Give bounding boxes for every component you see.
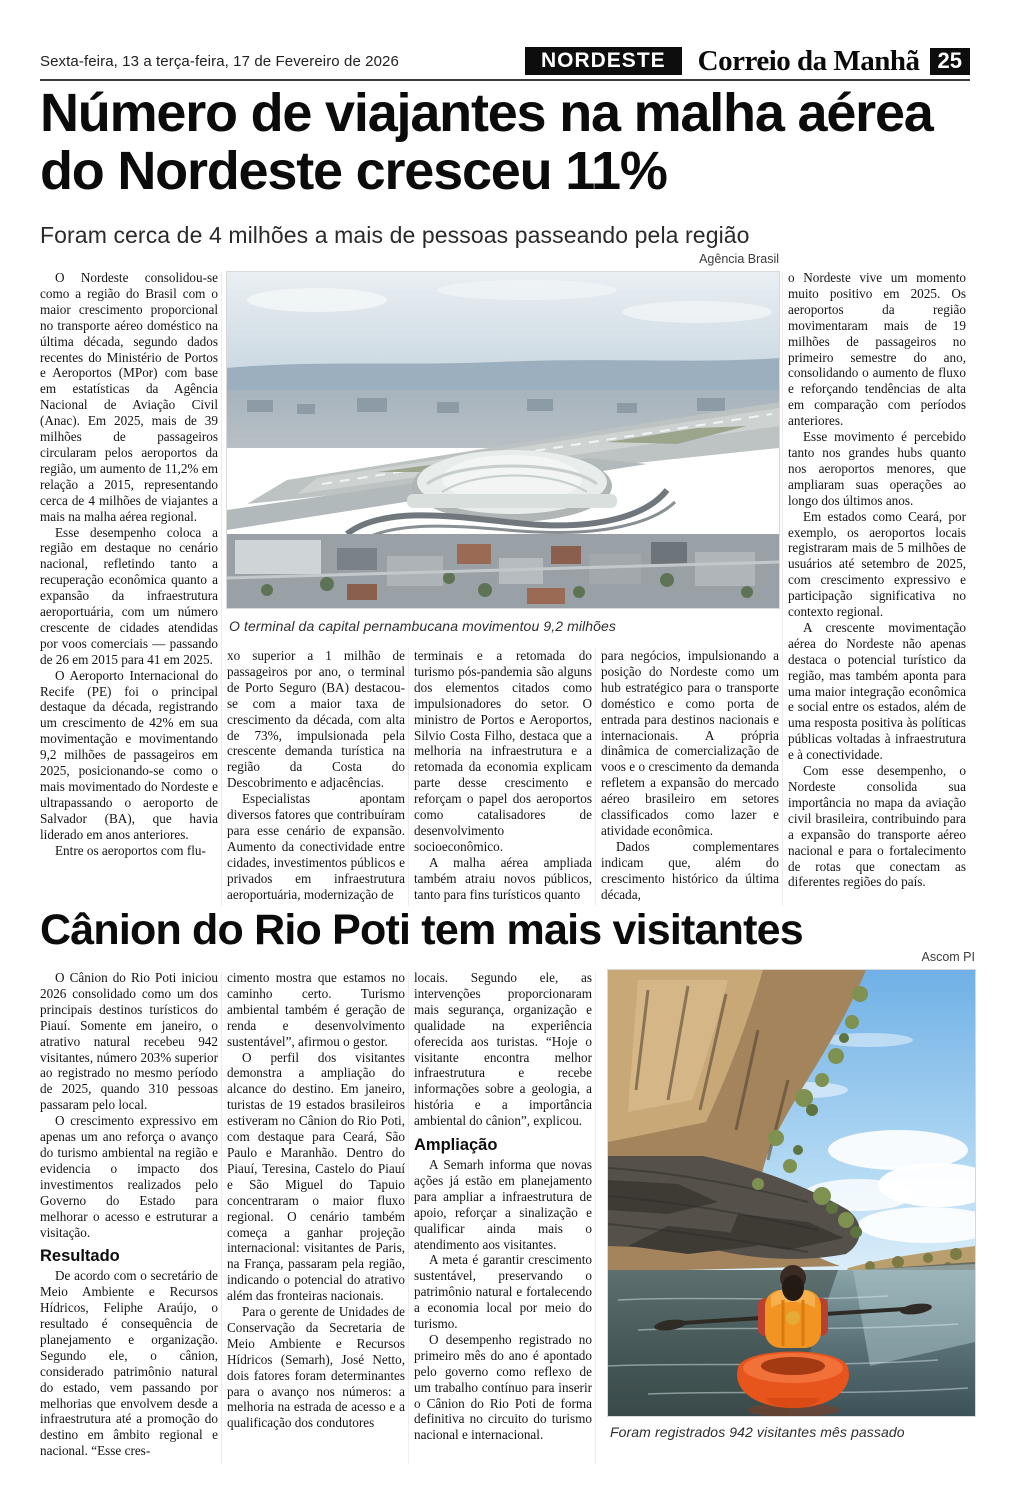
paragraph: Para o gerente de Unidades de Conservação da Secretaria de Meio Ambiente e Recursos Hídricos (Semarh), José Netto, dois fatores foram determinantes para o avanço nos números: a melhoria na estrada de acesso e a qualificação dos condutores	[227, 1304, 405, 1431]
canyon-photo-illustration	[608, 970, 975, 1416]
article2-subhead-ampliacao: Ampliação	[414, 1136, 498, 1155]
article1-column-4	[601, 648, 779, 903]
paragraph: Dados complementares indicam que, além do crescimento histórico da última década,	[601, 838, 779, 902]
paragraph: locais. Segundo ele, as intervenções proporcionaram mais segurança, organização e qualidade na experiência oferecida aos turistas. “Hoje o visitante encontra melhor infraestrutura e recebe informações sobre a geologia, a história e a importância ambiental do cânion”, explicou.	[414, 970, 592, 1129]
paragraph: Especialistas apontam diversos fatores que contribuíram para esse cenário de expansão. Aumento da conectividade entre cidades, investimentos públicos e privados em infraestrutura aeroportuária, modernização de	[227, 791, 405, 902]
paragraph: O Cânion do Rio Poti iniciou 2026 consolidado como um dos principais destinos turísticos do Piauí. Somente em janeiro, o atrativo natural recebeu 942 visitantes, número 203% superior ao registrado no mesmo período de 2025, quando 310 pessoas passaram pelo local.	[40, 970, 218, 1113]
section-badge: NORDESTE	[525, 47, 682, 75]
paragraph: o Nordeste vive um momento muito positivo em 2025. Os aeroportos da região movimentaram mais de 19 milhões de passageiros no primeiro semestre do ano, consolidando o aumento de fluxo e reforçando tendências de alta em comparação com períodos anteriores.	[788, 270, 966, 429]
paragraph: xo superior a 1 milhão de passageiros por ano, o terminal de Porto Seguro (BA) destacou-se com a maior taxa de crescimento da década, com alta de 73%, impulsionada pela crescente demanda turística na região da Costa do Descobrimento e adjacências.	[227, 648, 405, 791]
column-rule	[782, 272, 783, 906]
paragraph: Entre os aeroportos com flu-	[55, 842, 206, 858]
page-header	[40, 44, 970, 78]
paragraph: De acordo com o secretário de Meio Ambiente e Recursos Hídricos, Feliphe Araújo, o resultado é consequência de planejamento e organização. Segundo ele, o cânion, considerado patrimônio natural do estado, vem passando por melhorias que envolvem desde a infraestrutura até a promoção do destino em âmbito regional e nacional. “Esse cres-	[40, 1268, 218, 1459]
paragraph: A malha aérea ampliada também atraiu novos públicos, tanto para fins turísticos quanto	[414, 854, 592, 902]
article1-column-2	[227, 648, 405, 903]
paragraph: O desempenho registrado no primeiro mês do ano é apontado pelo governo como reflexo de um trabalho contínuo para inserir o Cânion do Rio Poti de forma definitiva no circuito do turismo nacional e internacional.	[414, 1331, 592, 1443]
header-rule	[40, 79, 970, 81]
paragraph: terminais e a retomada do turismo pós-pandemia são alguns dos elementos citados como impulsionadores do setor. O ministro de Portos e Aeroportos, Silvio Costa Filho, destaca que a melhoria na infraestrutura e a retomada da economia explicam parte desse crescimento e reforçam o papel dos aeroportos como catalisadores de desenvolvimento socioeconômico.	[414, 648, 592, 854]
paragraph: para negócios, impulsionando a posição do Nordeste como um hub estratégico para o transporte doméstico e como porta de entrada para destinos nacionais e internacionais. A própria dinâmica de comercialização de voos e o crescimento da demanda refletem a expansão do mercado aéreo brasileiro em setores classificados como lazer e atividade econômica.	[601, 648, 779, 838]
edition-date: Sexta-feira, 13 a terça-feira, 17 de Fevereiro de 2026	[40, 52, 399, 70]
article2-column-2	[227, 970, 405, 1431]
article1-headline: Número de viajantes na malha aérea do Nordeste cresceu 11%	[40, 83, 933, 202]
column-rule	[221, 272, 222, 906]
canyon-kayak-photo	[608, 970, 975, 1416]
paragraph: cimento mostra que estamos no caminho certo. Turismo ambiental também é geração de renda e desenvolvimento sustentável”, afirmou o gestor.	[227, 970, 405, 1049]
airport-aerial-photo	[227, 272, 779, 608]
masthead: Correio da Manhã	[697, 44, 920, 77]
article1-photo-credit: Agência Brasil	[699, 252, 779, 266]
page-number: 25	[930, 48, 970, 75]
article2-headline: Cânion do Rio Poti tem mais visitantes	[40, 906, 803, 954]
paragraph: A Semarh informa que novas ações já estão em planejamento para ampliar a infraestrutura de apoio, reforçar a sinalização e qualificar ainda mais o atendimento aos visitantes.	[414, 1156, 592, 1252]
article1-column-1	[40, 270, 218, 859]
paragraph: Em estados como Ceará, por exemplo, os aeroportos locais registraram mais de 5 milhões de usuários até setembro de 2025, com crescimento expressivo e participação significativa no contexto regional.	[788, 508, 966, 620]
airport-photo-illustration	[227, 272, 779, 608]
paragraph: Esse movimento é percebido tanto nos grandes hubs quanto nos aeroportos menores, que ampliaram suas operações ao longo dos últimos anos.	[788, 429, 966, 508]
article1-photo-caption: O terminal da capital pernambucana movimentou 9,2 milhões	[229, 618, 617, 634]
paragraph: Com esse desempenho, o Nordeste consolida sua importância no mapa da aviação civil brasileira, contribuindo para a expansão do transporte aéreo nacional e para o fortalecimento de rotas que conectam as diferentes regiões do país.	[788, 763, 966, 890]
paragraph: O perfil dos visitantes demonstra a ampliação do alcance do destino. Em janeiro, turistas de 19 estados brasileiros estiveram no Cânion do Rio Poti, com destaque para Ceará, São Paulo e Maranhão. Dentro do Piauí, Teresina, Castelo do Piauí e São Miguel do Tapuio concentraram o maior fluxo regional. O cenário também começa a ganhar projeção internacional: visitantes de Paris, na França, passaram pela região, indicando o potencial do atrativo além das fronteiras nacionais.	[227, 1049, 405, 1304]
paragraph: A crescente movimentação aérea do Nordeste não apenas destaca o potencial turístico da região, mas também aponta para uma maior integração econômica e social entre os estados, além de uma resposta positiva às políticas públicas voltadas à infraestrutura e à conectividade.	[788, 619, 966, 763]
paragraph: A meta é garantir crescimento sustentável, preservando o patrimônio natural e fortalecendo a economia local por meio do turismo.	[414, 1252, 592, 1332]
column-rule	[595, 972, 596, 1464]
article2-photo-caption: Foram registrados 942 visitantes mês passado	[610, 1424, 905, 1440]
column-rule	[221, 972, 222, 1464]
paragraph: Esse desempenho coloca a região em destaque no cenário nacional, refletindo tanto a recuperação econômica quanto a expansão da infraestrutura aeroportuária, com um número crescente de cidades atendidas por voos comerciais — passando de 26 em 2015 para 41 em 2025.	[40, 524, 218, 667]
article1-column-3	[414, 648, 592, 903]
column-rule	[595, 648, 596, 906]
paragraph: O Nordeste consolidou-se como a região do Brasil com o maior crescimento proporcional no transporte aéreo doméstico na última década, segundo dados recentes do Ministério de Portos e Aeroportos (MPor) com base em estatísticas da Agência Nacional de Aviação Civil (Anac). Em 2025, mais de 39 milhões de passageiros circularam pelos aeroportos da região, um aumento de 11,2% em relação a 2015, representando cerca de 4 milhões de viajantes a mais na malha aérea regional.	[40, 270, 218, 524]
column-rule	[408, 648, 409, 906]
article2-photo-credit: Ascom PI	[921, 950, 975, 964]
article1-column-5	[788, 270, 966, 890]
paragraph: O Aeroporto Internacional do Recife (PE) foi o principal destaque da década, registrando um crescimento de 42% em sua movimentação e movimentando 9,2 milhões de passageiros em 2025, posicionando-se como o mais movimentado do Nordeste e ultrapassando o aeroporto de Salvador (BA), que havia liderado em anos anteriores.	[40, 667, 218, 842]
column-rule	[408, 972, 409, 1464]
article1-subheadline: Foram cerca de 4 milhões a mais de pessoas passeando pela região	[40, 222, 750, 248]
paragraph: O crescimento expressivo em apenas um ano reforça o avanço do turismo ambiental na região e evidencia o impacto dos investimentos realizados pelo Governo do Estado para melhorar o acesso e estruturar a visitação.	[40, 1113, 218, 1240]
article2-column-1	[40, 970, 218, 1459]
article2-subhead-resultado: Resultado	[40, 1247, 120, 1266]
article2-column-3	[414, 970, 592, 1443]
